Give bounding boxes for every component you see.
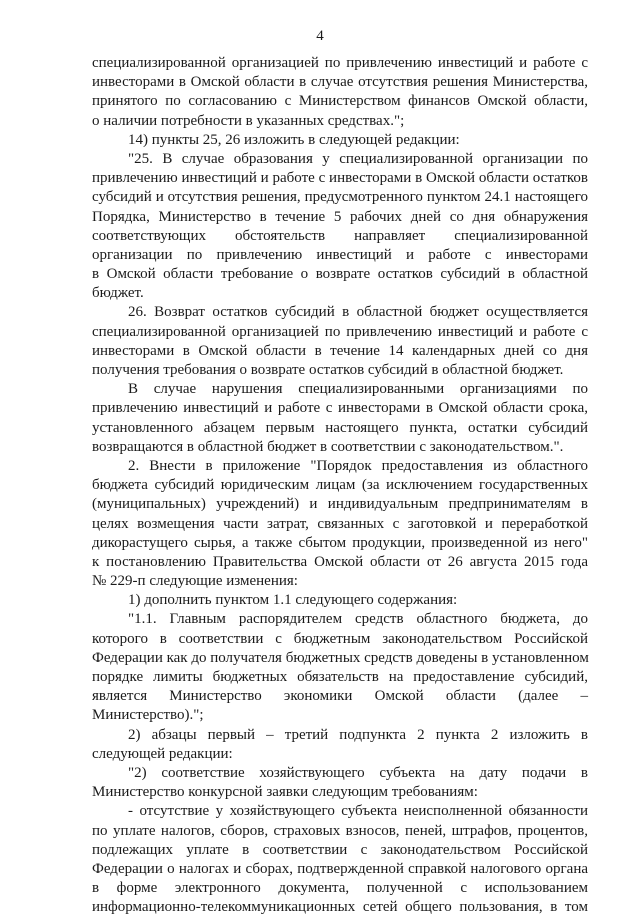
text-line: 26. Возврат остатков субсидий в областной бюджет осуществляется: [128, 304, 588, 321]
document-body: [92, 54, 588, 917]
text-line: подлежащих уплате в соответствии с законодательством Российской: [92, 841, 588, 858]
text-line: субсидий и отсутствия решения, предусмотренного пунктом 24.1 настоящего: [92, 189, 588, 206]
text-line: Федерации о налогах и сборах, подтвержденной справкой налогового органа: [92, 860, 588, 877]
text-line: получения требования о возврате остатков субсидий в областной бюджет.: [92, 362, 564, 378]
text-line: порядке лимиты бюджетных обязательств на предоставление субсидий,: [92, 669, 588, 685]
text-line: привлечению инвестиций и работе с инвесторами в Омской области срока,: [92, 400, 588, 417]
text-line: соответствующих обстоятельств направляет специализированной: [92, 227, 588, 244]
text-line: "25. В случае образования у специализированной организации по: [128, 150, 588, 167]
text-line: в Омской области требование о возврате остатков субсидий в областной: [92, 266, 588, 283]
text-line: Порядка, Министерство в течение 5 рабочих дней со дня обнаружения: [92, 208, 588, 225]
text-line: 2) абзацы первый – третий подпункта 2 пункта 2 изложить в: [128, 726, 588, 743]
text-line: привлечению инвестиций и работе с инвесторами в Омской области остатков: [92, 170, 588, 187]
text-line: бюджет.: [92, 285, 144, 302]
text-line: бюджета субсидий юридическим лицам (за исключением государственных: [92, 477, 588, 494]
text-line: специализированной организацией по привлечению инвестиций и работе с: [92, 323, 588, 340]
text-line: 1) дополнить пунктом 1.1 следующего содержания:: [128, 592, 458, 609]
text-line: в форме электронного документа, полученной с использованием: [92, 880, 588, 897]
text-line: 2. Внести в приложение "Порядок предоставления из областного: [128, 457, 588, 474]
text-line: следующей редакции:: [92, 745, 233, 762]
text-line: № 229-п следующие изменения:: [92, 573, 298, 590]
text-line: является Министерство экономики Омской области (далее –: [92, 688, 588, 705]
text-line: целях возмещения части затрат, связанных с заготовкой и переработкой: [92, 515, 588, 532]
text-line: установленного абзацем первым настоящего пункта, остатки субсидий: [92, 419, 588, 436]
text-line: о наличии потребности в указанных средствах.";: [92, 112, 405, 129]
text-line: Министерство конкурсной заявки следующим требованиям:: [92, 784, 478, 801]
text-line: Министерство).";: [92, 707, 204, 724]
text-line: инвесторами в Омской области в течение 14 календарных дней со дня: [92, 342, 588, 359]
text-line: принятого по согласованию с Министерством финансов Омской области,: [92, 93, 588, 110]
text-line: к постановлению Правительства Омской области от 26 августа 2015 года: [92, 553, 588, 570]
text-line: организации по привлечению инвестиций и работе с инвесторами: [92, 246, 588, 263]
text-line: - отсутствие у хозяйствующего субъекта неисполненной обязанности: [128, 803, 588, 820]
text-line: дикорастущего сырья, а также сбытом продукции, произведенной из него": [92, 534, 588, 551]
text-line: "2) соответствие хозяйствующего субъекта на дату подачи в: [128, 764, 588, 781]
text-line: 14) пункты 25, 26 изложить в следующей редакции:: [128, 131, 460, 148]
text-line: В случае нарушения специализированными организациями по: [128, 381, 588, 398]
text-line: возвращаются в областной бюджет в соответствии с законодательством.".: [92, 438, 564, 455]
page-number: 4: [316, 28, 324, 44]
text-line: инвесторами в Омской области в случае отсутствия решения Министерства,: [92, 74, 588, 91]
text-line: которого в соответствии с бюджетным законодательством Российской: [92, 630, 588, 647]
text-line: специализированной организацией по привлечению инвестиций и работе с: [92, 55, 588, 71]
text-line: Федерации как до получателя бюджетных средств доведены в установленном: [92, 649, 589, 666]
text-line: (муниципальных) учреждений) и индивидуальным предпринимателям в: [92, 496, 588, 513]
text-line: "1.1. Главным распорядителем средств областного бюджета, до: [128, 611, 588, 628]
text-line: информационно-телекоммуникационных сетей общего пользования, в том: [92, 899, 588, 916]
text-line: по уплате налогов, сборов, страховых взносов, пеней, штрафов, процентов,: [92, 822, 588, 839]
